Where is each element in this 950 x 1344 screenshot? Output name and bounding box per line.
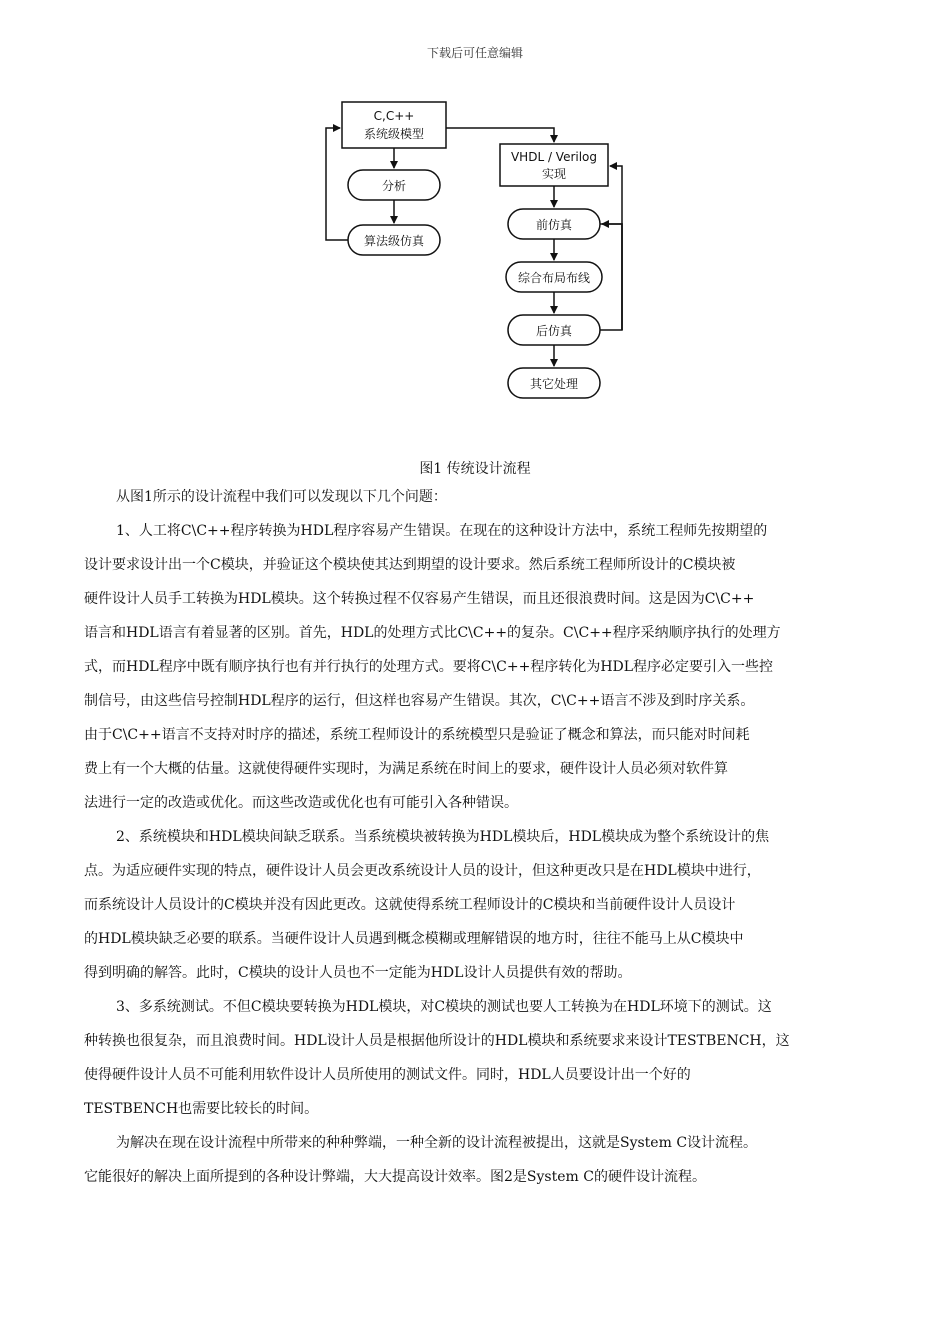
text-line: 硬件设计人员手工转换为HDL模块。这个转换过程不仅容易产生错误，而且还很浪费时间。这是因为C\C++ [84,591,755,607]
other-processing-label: 其它处理 [529,377,579,391]
page-header: 下载后可任意编辑 [426,46,523,60]
text-line: 3、多系统测试。不但C模块要转换为HDL模块，对C模块的测试也要人工转换为在HDL环境下的测试。这 [116,999,772,1015]
algorithm-sim-label: 算法级仿真 [363,234,425,248]
text-line: 由于C\C++语言不支持对时序的描述，系统工程师设计的系统模型只是验证了概念和算法，而只能对时间耗 [84,727,750,743]
text-line: 1、人工将C\C++程序转换为HDL程序容易产生错误。在现在的这种设计方法中，系统工程师先按期望的 [116,523,768,539]
pre-sim-label: 前仿真 [535,218,573,232]
hdl-impl-line2: 实现 [541,167,567,181]
text-line: 语言和HDL语言有着显著的区别。首先，HDL的处理方式比C\C++的复杂。C\C++程序采纳顺序执行的处理方 [84,625,781,641]
flowchart-figure [300,96,640,406]
text-line: TESTBENCH也需要比较长的时间。 [84,1101,319,1117]
text-line: 制信号，由这些信号控制HDL程序的运行，但这样也容易产生错误。其次，C\C++语言不涉及到时序关系。 [84,693,755,709]
synthesis-label: 综合布局布线 [517,271,591,285]
text-line: 为解决在现在设计流程中所带来的种种弊端，一种全新的设计流程被提出，这就是System C设计流程。 [116,1135,758,1151]
text-line: 的HDL模块缺乏必要的联系。当硬件设计人员遇到概念模糊或理解错误的地方时，往往不能马上从C模块中 [84,931,744,947]
body-text [84,480,874,1194]
hdl-impl-line1: VHDL / Verilog [510,150,598,164]
system-model-line2: 系统级模型 [363,127,425,141]
text-line: 式，而HDL程序中既有顺序执行也有并行执行的处理方式。要将C\C++程序转化为HDL程序必定要引入一些控 [84,659,774,675]
text-line: 从图1所示的设计流程中我们可以发现以下几个问题： [116,489,447,505]
analysis-label: 分析 [381,179,407,193]
text-line: 费上有一个大概的估量。这就使得硬件实现时，为满足系统在时间上的要求，硬件设计人员必须对软件算 [84,761,728,777]
text-line: 设计要求设计出一个C模块，并验证这个模块使其达到期望的设计要求。然后系统工程师所设计的C模块被 [84,557,736,573]
flowchart-diagram [300,96,640,406]
figure-caption: 图1 传统设计流程 [419,461,531,477]
text-line: 2、系统模块和HDL模块间缺乏联系。当系统模块被转换为HDL模块后，HDL模块成为整个系统设计的焦 [116,829,770,845]
text-line: 使得硬件设计人员不可能利用软件设计人员所使用的测试文件。同时，HDL人员要设计出一个好的 [84,1067,691,1083]
text-line: 种转换也很复杂，而且浪费时间。HDL设计人员是根据他所设计的HDL模块和系统要求来设计TESTBENCH，这 [84,1033,790,1049]
text-line: 点。为适应硬件实现的特点，硬件设计人员会更改系统设计人员的设计，但这种更改只是在HDL模块中进行， [84,863,761,879]
text-line: 而系统设计人员设计的C模块并没有因此更改。这就使得系统工程师设计的C模块和当前硬件设计人员设计 [84,897,736,913]
text-line: 得到明确的解答。此时，C模块的设计人员也不一定能为HDL设计人员提供有效的帮助。 [84,965,632,981]
system-model-line1: C,C++ [373,109,415,123]
text-line: 它能很好的解决上面所提到的各种设计弊端，大大提高设计效率。图2是System C的硬件设计流程。 [84,1169,706,1185]
text-line: 法进行一定的改造或优化。而这些改造或优化也有可能引入各种错误。 [84,795,518,811]
post-sim-label: 后仿真 [535,324,573,338]
